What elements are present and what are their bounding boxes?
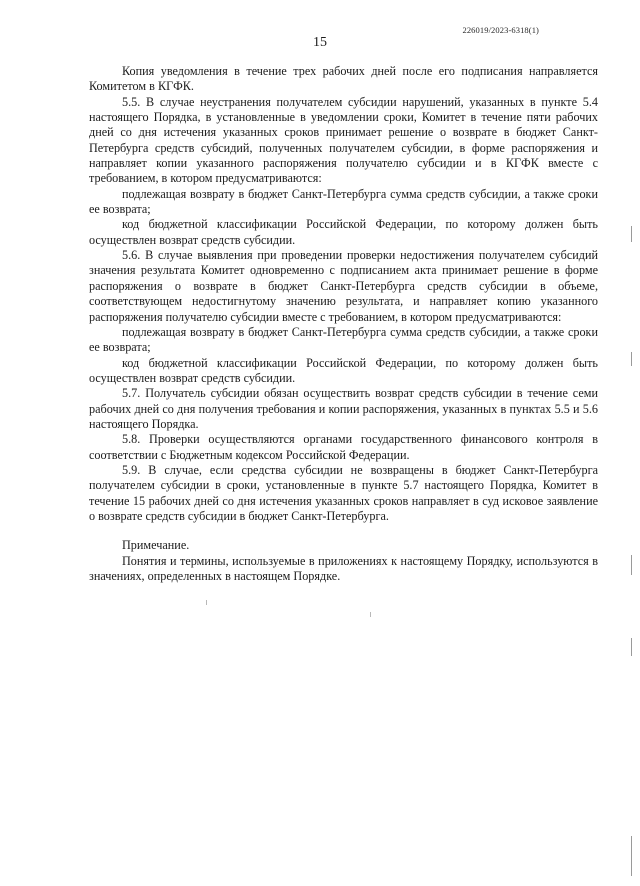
- scan-margin-mark: [631, 352, 632, 366]
- scan-speck: [206, 600, 207, 605]
- paragraph-5-6-budget-code: код бюджетной классификации Российской Федерации, по которому должен быть осуществлен возврат средств субсидии.: [89, 355, 598, 385]
- note-text: Понятия и термины, используемые в приложениях к настоящему Порядку, используются в значениях, определенных в настоящем Порядке.: [89, 553, 598, 583]
- paragraph-5-5-budget-code: код бюджетной классификации Российской Федерации, по которому должен быть осуществлен возврат средств субсидии.: [89, 217, 598, 247]
- scan-margin-mark: [631, 836, 632, 876]
- paragraph-5-7: 5.7. Получатель субсидии обязан осуществить возврат средств субсидии в течение семи рабочих дней со дня получения требования и копии распоряжения, указанных в пунктах 5.5 и 5.6 настоящего Порядка.: [89, 386, 598, 431]
- scan-margin-mark: [631, 555, 632, 575]
- paragraph-5-6: 5.6. В случае выявления при проведении проверки недостижения получателем субсидий значения результата Комитет одновременно с подписанием акта принимает решение в форме распоряжения о возврате в бюджет Санкт-Петербурга средств субсидии в объеме, соответствующем недостигнутому значению результата, и направляет копию указанного распоряжения получателю субсидии вместе с требованием, в котором предусматриваются:: [89, 248, 598, 324]
- paragraph-5-5-amount: подлежащая возврату в бюджет Санкт-Петербурга сумма средств субсидии, а также сроки ее возврата;: [89, 186, 598, 217]
- page-number: 15: [313, 35, 327, 50]
- paragraph-5-8: 5.8. Проверки осуществляются органами государственного финансового контроля в соответствии с Бюджетным кодексом Российской Федерации.: [89, 432, 598, 462]
- paragraph-5-9: 5.9. В случае, если средства субсидии не возвращены в бюджет Санкт-Петербурга получателем субсидии в сроки, установленные в пункте 5.7 настоящего Порядка, Комитет в течение 15 рабочих дней со дня истечения указанных сроков направляет в суд исковое заявление о возврате средств субсидии в бюджет Санкт-Петербурга.: [89, 462, 598, 523]
- document-registration-number: 226019/2023-6318(1): [462, 25, 539, 35]
- paragraph-5-6-amount: подлежащая возврату в бюджет Санкт-Петербурга сумма средств субсидии, а также сроки ее возврата;: [89, 324, 598, 355]
- paragraph-5-5: 5.5. В случае неустранения получателем субсидии нарушений, указанных в пункте 5.4 настоящего Порядка, в установленные в уведомлении сроки, Комитет в течение пяти рабочих дней со дня истечения указанных сроков принимает решение о возврате в бюджет Санкт-Петербурга средств субсидий, полученных получателем субсидии, в форме распоряжения и направляет копии указанного распоряжения получателю субсидии и в КГФК вместе с требованием, в котором предусматриваются:: [89, 94, 598, 186]
- note-title: Примечание.: [122, 538, 190, 553]
- scan-margin-mark: [631, 226, 632, 242]
- paragraph-notice-copy: Копия уведомления в течение трех рабочих дней после его подписания направляется Комитетом в КГФК.: [89, 64, 598, 94]
- scan-speck: [370, 612, 371, 617]
- scan-margin-mark: [631, 638, 632, 656]
- document-body: [89, 64, 598, 584]
